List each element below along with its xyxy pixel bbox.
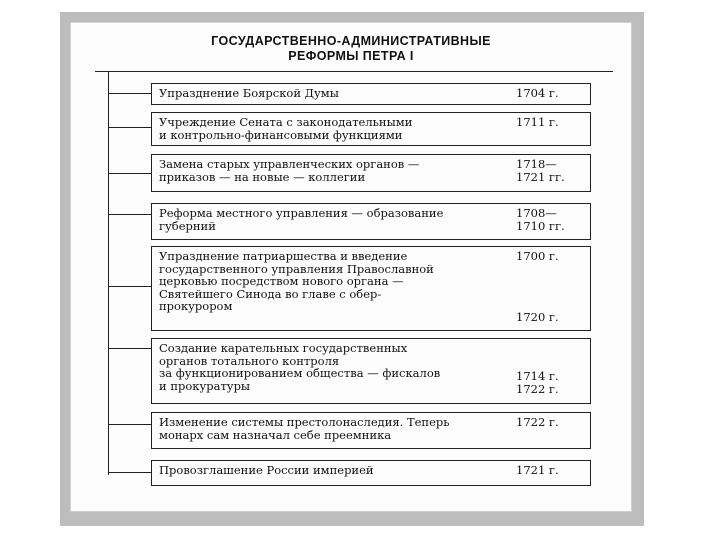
reform-box [151, 112, 591, 146]
reform-box [151, 246, 591, 331]
title-underline [95, 71, 613, 72]
reform-text: Реформа местного управления — образование губерний [159, 206, 444, 233]
title-line-2: РЕФОРМЫ ПЕТРА I [288, 49, 414, 63]
connector-reform-4 [108, 214, 151, 215]
reform-text: Упразднение патриаршества и введение государственного управления Православной церковью посредством нового органа — Святейшего Синода во главе с обер- прокурором [159, 249, 434, 314]
reform-box [151, 154, 591, 192]
connector-reform-7 [108, 424, 151, 425]
reform-box [151, 460, 591, 486]
reform-text: Упразднение Боярской Думы [159, 86, 339, 100]
reform-text: Провозглашение России империей [159, 463, 374, 477]
reform-box [151, 203, 591, 240]
reform-year: 1722 г. [516, 415, 559, 429]
reform-year: 1714 г. 1722 г. [516, 369, 559, 396]
reform-text: Создание карательных государственных органов тотального контроля за функционированием общества — фискалов и прокуратуры [159, 341, 441, 393]
reform-year: 1721 г. [516, 463, 559, 477]
vertical-connector-line [108, 72, 109, 475]
reform-text: Учреждение Сената с законодательными и контрольно-финансовыми функциями [159, 115, 413, 142]
reform-text: Изменение системы престолонаследия. Теперь монарх сам назначал себе преемника [159, 415, 450, 442]
connector-reform-5 [108, 286, 151, 287]
connector-reform-1 [108, 93, 151, 94]
reform-year: 1708— 1710 гг. [516, 206, 565, 233]
reform-year: 1700 г. [516, 249, 559, 263]
reform-year-second: 1720 г. [516, 310, 559, 325]
connector-reform-6 [108, 348, 151, 349]
reform-box [151, 83, 591, 105]
title-line-1: ГОСУДАРСТВЕННО-АДМИНИСТРАТИВНЫЕ [211, 34, 491, 48]
reform-year: 1704 г. [516, 86, 559, 100]
reform-year: 1718— 1721 гг. [516, 157, 565, 184]
reform-year: 1711 г. [516, 115, 559, 129]
connector-reform-3 [108, 173, 151, 174]
connector-reform-2 [108, 127, 151, 128]
diagram-title [70, 34, 632, 64]
connector-reform-8 [108, 472, 151, 473]
reform-box [151, 412, 591, 449]
reform-box [151, 338, 591, 404]
reform-text: Замена старых управленческих органов — приказов — на новые — коллегии [159, 157, 420, 184]
